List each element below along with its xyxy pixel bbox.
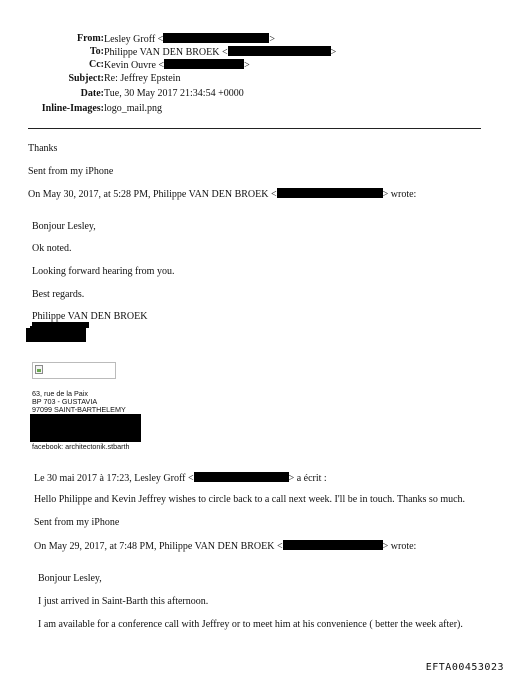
- header-to-row: [0, 46, 512, 58]
- from-label: From:: [76, 33, 104, 44]
- header-inline-images-row: [0, 103, 512, 115]
- quote2-message: Hello Philippe and Kevin Jeffrey wishes to circle back to a call next week. I'll be in touch. Thanks so much.: [34, 494, 466, 505]
- quote1-name: Philippe VAN DEN BROEK: [32, 311, 148, 322]
- to-value: Philippe VAN DEN BROEK < >: [104, 47, 337, 58]
- quote3-line2: I am available for a conference call with Jeffrey or to meet him at his convenience ( better the week after).: [38, 619, 463, 630]
- inline-images-value: logo_mail.png: [104, 103, 163, 114]
- from-value: Lesley Groff < >: [104, 34, 275, 45]
- logo-image-placeholder: [32, 362, 116, 379]
- cc-label: Cc:: [89, 59, 104, 70]
- redaction-box: [163, 33, 269, 43]
- quote3-greeting: Bonjour Lesley,: [38, 573, 102, 584]
- to-label: To:: [89, 46, 104, 57]
- signature-address-line3: 97099 SAINT-BARTHELEMY: [32, 405, 126, 414]
- header-from-row: [0, 33, 512, 45]
- header-divider: [28, 128, 481, 129]
- redaction-box: [277, 188, 383, 198]
- quote2-quote-intro: On May 29, 2017, at 7:48 PM, Philippe VAN DEN BROEK < > wrote:: [34, 541, 417, 552]
- quote1-line1: Ok noted.: [32, 243, 72, 254]
- quote2-intro: Le 30 mai 2017 à 17:23, Lesley Groff < > a écrit :: [34, 473, 327, 484]
- redaction-box: [194, 472, 289, 482]
- quote1-line2: Looking forward hearing from you.: [32, 266, 175, 277]
- header-cc-row: [0, 59, 512, 71]
- signature-address-line1: 63, rue de la Paix: [32, 389, 88, 398]
- cc-value: Kevin Ouvre < >: [104, 60, 250, 71]
- date-value: Tue, 30 May 2017 21:34:54 +0000: [104, 88, 244, 99]
- inline-images-label: Inline-Images:: [41, 103, 104, 114]
- redaction-box: [30, 414, 141, 442]
- reply-thanks: Thanks: [28, 143, 58, 154]
- redaction-box: [228, 46, 331, 56]
- date-label: Date:: [80, 88, 104, 99]
- quote2-sent-from: Sent from my iPhone: [34, 517, 120, 528]
- reply-sent-from: Sent from my iPhone: [28, 166, 114, 177]
- broken-image-icon: [35, 365, 43, 374]
- subject-label: Subject:: [68, 73, 104, 84]
- document-id: EFTA00453023: [425, 662, 504, 673]
- redaction-box: [164, 59, 244, 69]
- redaction-box: [283, 540, 383, 550]
- header-date-row: [0, 88, 512, 100]
- quote1-greeting: Bonjour Lesley,: [32, 221, 96, 232]
- quote3-line1: I just arrived in Saint-Barth this afternoon.: [38, 596, 209, 607]
- redaction-box: [30, 326, 86, 342]
- quote1-signoff: Best regards.: [32, 289, 85, 300]
- header-subject-row: [0, 73, 512, 85]
- subject-value: Re: Jeffrey Epstein: [104, 73, 181, 84]
- email-header: [0, 33, 512, 117]
- reply-quote-intro: On May 30, 2017, at 5:28 PM, Philippe VAN DEN BROEK < > wrote:: [28, 189, 417, 200]
- signature-facebook: facebook: architectonik.stbarth: [32, 442, 130, 451]
- signature-address-line2: BP 703 - GUSTAVIA: [32, 397, 98, 406]
